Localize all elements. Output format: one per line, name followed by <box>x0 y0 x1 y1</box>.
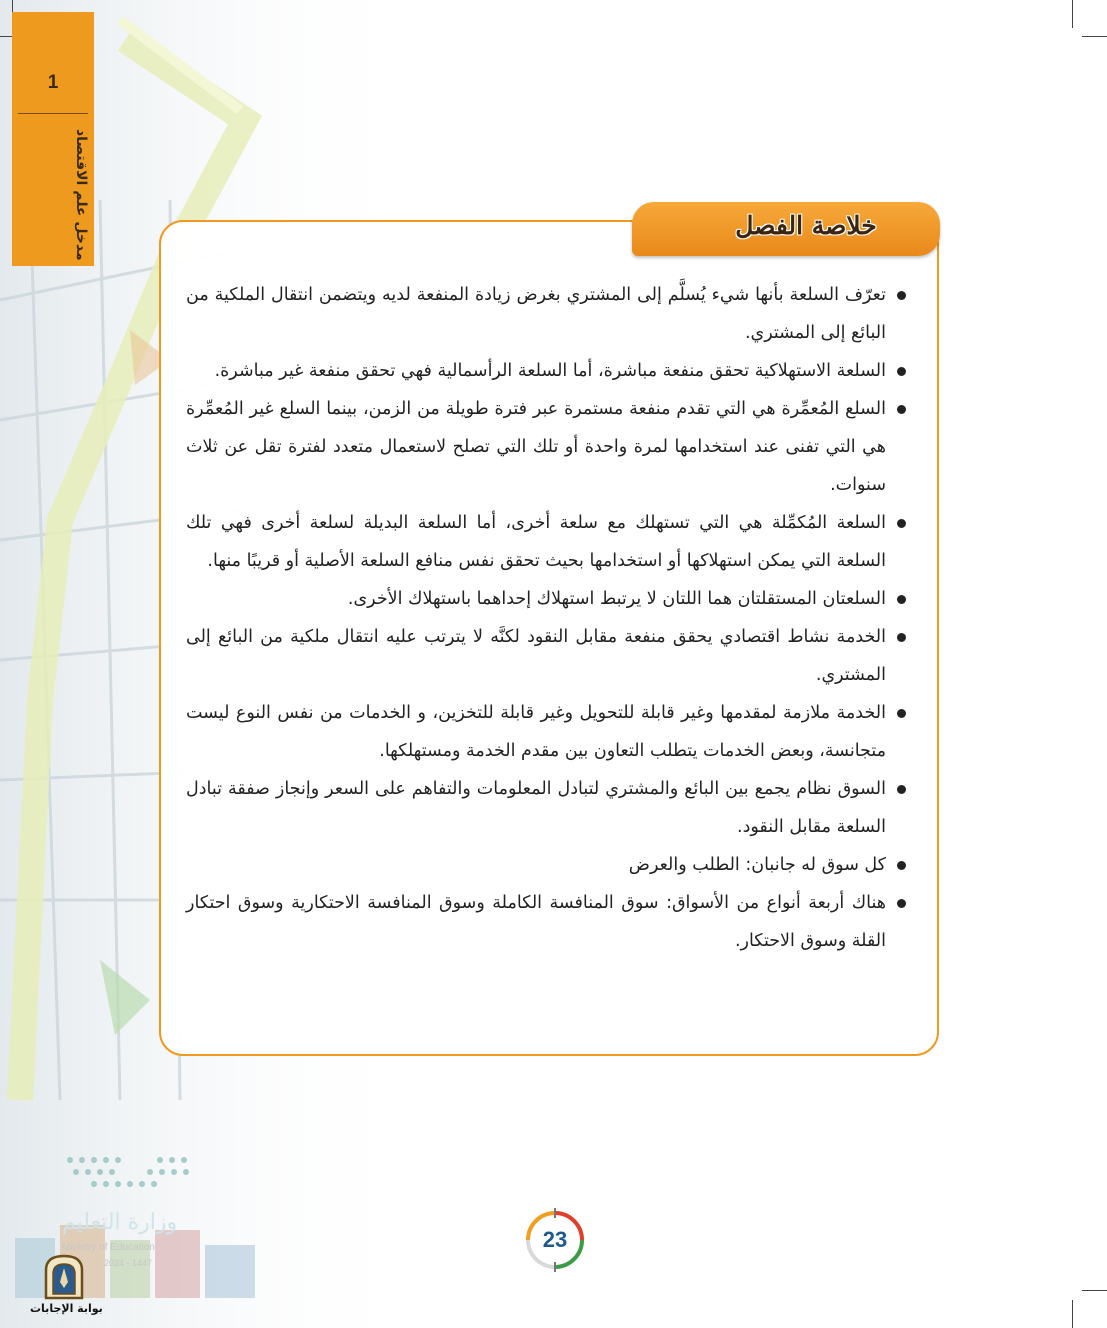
summary-item-text: الخدمة ملازمة لمقدمها وغير قابلة للتحويل وغير قابلة للتخزين، و الخدمات من نفس النوع ليست متجانسة، وبعض الخدمات يتطلب التعاون بين مقدم الخدمة ومستهلكها. <box>186 703 886 761</box>
bullet-icon <box>897 405 906 414</box>
crop-mark <box>1072 1300 1073 1328</box>
bullet-icon <box>897 291 906 300</box>
page-number: 23 <box>542 1227 568 1252</box>
summary-heading-banner <box>632 202 940 256</box>
chapter-tab-divider <box>18 113 88 114</box>
summary-item <box>186 884 906 960</box>
summary-item <box>186 276 906 352</box>
bullet-icon <box>897 633 906 642</box>
summary-item-text: السوق نظام يجمع بين البائع والمشتري لتبادل المعلومات والتفاهم على السعر وإنجاز صفقة تبادل السلعة مقابل النقود. <box>186 779 886 837</box>
crop-mark <box>1082 36 1107 37</box>
summary-item <box>186 770 906 846</box>
summary-item <box>186 352 906 390</box>
chapter-number: 1 <box>47 72 59 93</box>
summary-list <box>186 276 906 960</box>
summary-item-text: هناك أربعة أنواع من الأسواق: سوق المنافسة الكاملة وسوق المنافسة الاحتكارية وسوق احتكار القلة وسوق الاحتكار. <box>186 893 886 951</box>
crop-mark <box>1072 0 1073 28</box>
ministry-year: 2024 - 1447 <box>104 1258 153 1268</box>
summary-item-text: السلعة المُكمِّلة هي التي تستهلك مع سلعة أخرى، أما السلعة البديلة لسلعة أخرى فهي تلك السلعة التي يمكن استهلاكها أو استخدامها بحيث تحقق نفس منافع السلعة الأصلية أو قريبًا منها. <box>186 513 886 571</box>
summary-item-text: السلعة الاستهلاكية تحقق منفعة مباشرة، أما السلعة الرأسمالية فهي تحقق منفعة غير مباشرة. <box>214 361 886 381</box>
summary-item <box>186 504 906 580</box>
chapter-tab <box>12 12 94 266</box>
bullet-icon <box>897 861 906 870</box>
crop-mark <box>1082 1290 1107 1291</box>
summary-item <box>186 390 906 504</box>
bullet-icon <box>897 519 906 528</box>
summary-heading: خلاصة الفصل <box>735 211 877 240</box>
summary-item-text: السلع المُعمِّرة هي التي تقدم منفعة مستمرة عبر فترة طويلة من الزمن، بينما السلع غير المُعمِّرة هي التي تفنى عند استخدامها لمرة واحدة أو تلك التي تصلح لاستعمال متعدد لفترة تقل عن ثلاث سنوات. <box>186 399 886 495</box>
summary-item-text: كل سوق له جانبان: الطلب والعرض <box>628 855 886 875</box>
bullet-icon <box>897 595 906 604</box>
bullet-icon <box>897 899 906 908</box>
answers-portal-icon <box>42 1254 86 1300</box>
chapter-title: مدخل علم الاقتصاد <box>73 129 89 261</box>
bullet-icon <box>897 367 906 376</box>
answers-portal-label: بوابة الإجابات <box>30 1302 103 1315</box>
summary-item <box>186 694 906 770</box>
summary-item <box>186 618 906 694</box>
page-number-badge <box>523 1208 587 1272</box>
bullet-icon <box>897 709 906 718</box>
bullet-icon <box>897 785 906 794</box>
summary-item-text: تعرّف السلعة بأنها شيء يُسلَّم إلى المشتري بغرض زيادة المنفعة لديه ويتضمن انتقال الملكية من البائع إلى المشتري. <box>186 285 886 343</box>
summary-item-text: الخدمة نشاط اقتصادي يحقق منفعة مقابل النقود لكنَّه لا يترتب عليه انتقال ملكية من البائع إلى المشتري. <box>186 627 886 685</box>
ministry-logo-arabic: وزارة التعليم <box>62 1210 178 1235</box>
summary-item-text: السلعتان المستقلتان هما اللتان لا يرتبط استهلاك إحداهما باستهلاك الأخرى. <box>347 589 886 609</box>
ministry-logo-english: Ministry of Education <box>62 1242 155 1253</box>
summary-item <box>186 580 906 618</box>
summary-item <box>186 846 906 884</box>
